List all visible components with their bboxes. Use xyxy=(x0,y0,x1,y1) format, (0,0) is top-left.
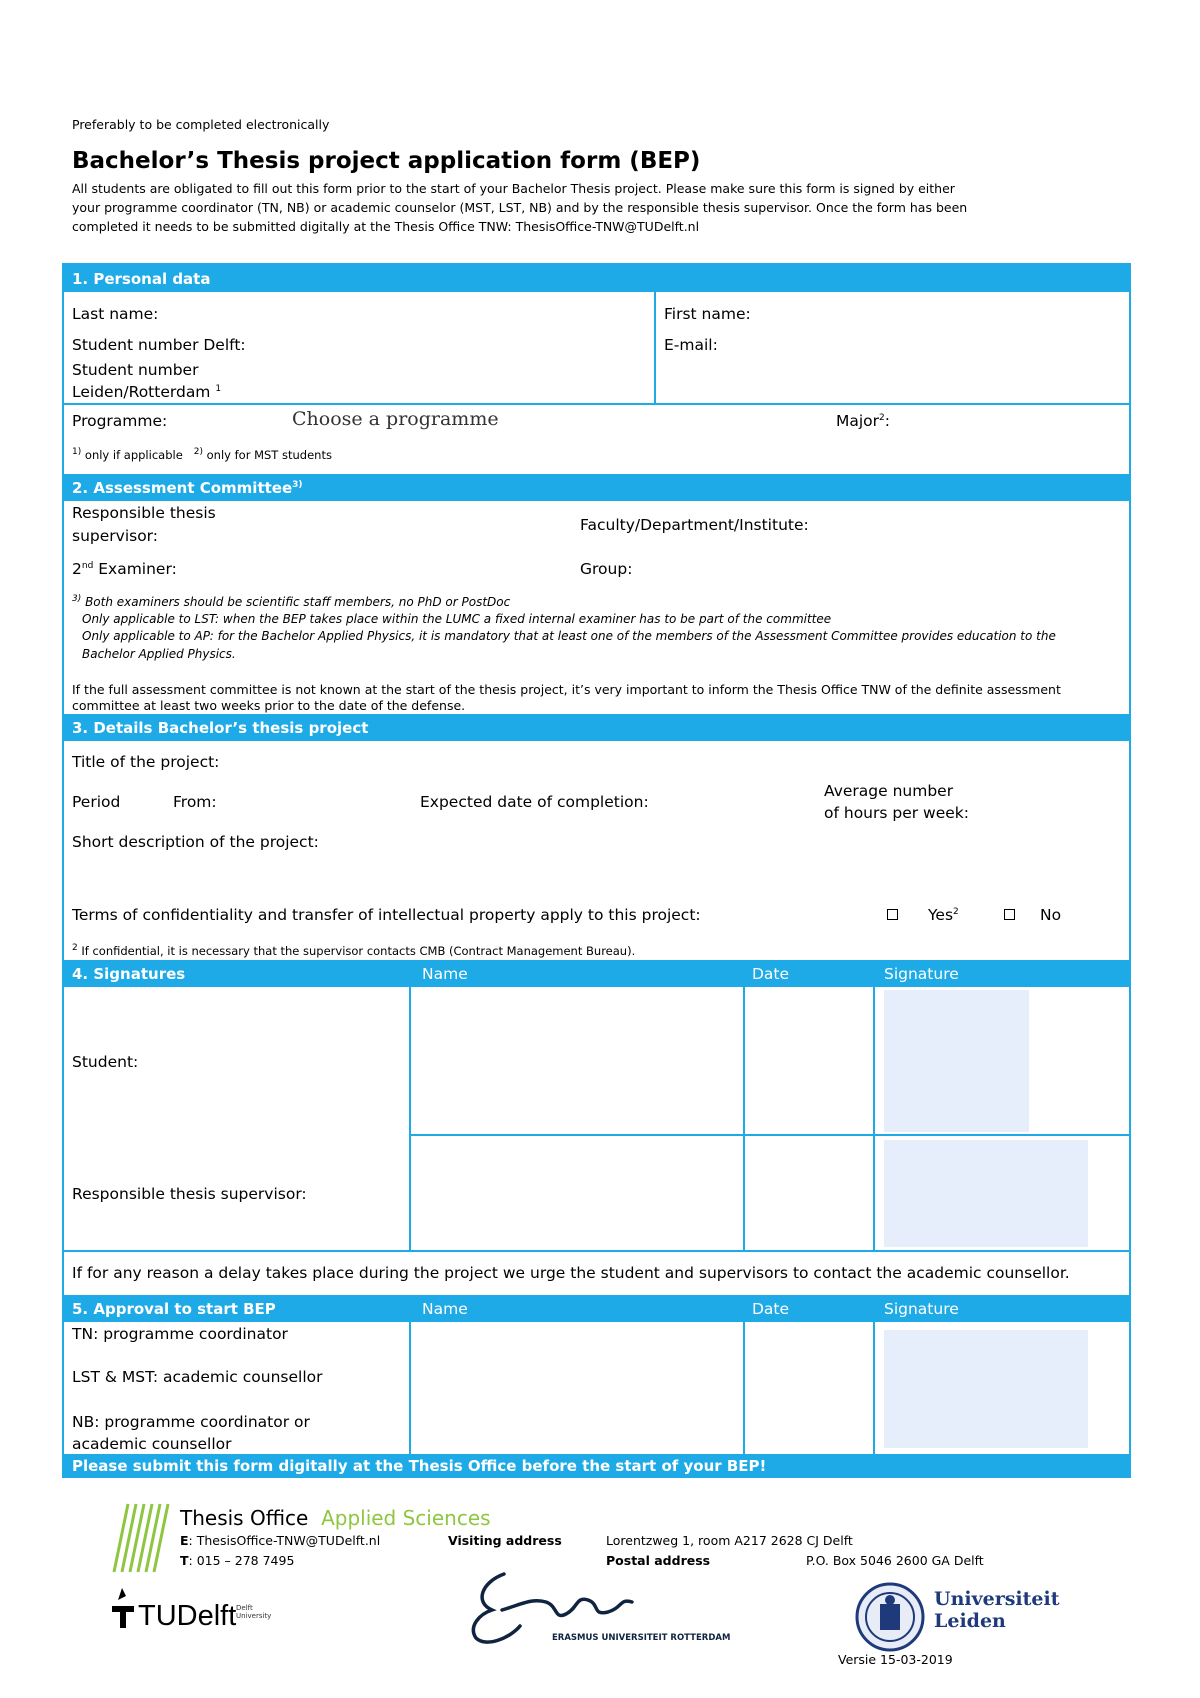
student-label: Student: xyxy=(72,1053,139,1071)
project-title-label: Title of the project: xyxy=(72,753,220,771)
programme-label: Programme: xyxy=(72,412,168,430)
last-name-label: Last name: xyxy=(72,305,159,323)
divider xyxy=(743,987,745,1252)
no-label: No xyxy=(1040,906,1062,924)
intro-line-1: All students are obligated to fill out this form prior to the start of your Bachelor Thesis project. Please make sure this form is signed by either xyxy=(72,181,955,196)
supervisor-sign-label: Responsible thesis supervisor: xyxy=(72,1185,307,1203)
divider xyxy=(62,403,1131,405)
approval-date-field[interactable] xyxy=(746,1330,870,1448)
section-1-footnote: $^{1)}$ only if applicable $^{2)}$ only for MST students xyxy=(72,447,332,462)
col-signature: Signature xyxy=(884,965,959,983)
visiting-address: Lorentzweg 1, room A217 2628 CJ Delft xyxy=(606,1533,853,1548)
hours-label-2: of hours per week: xyxy=(824,804,969,822)
postal-address: P.O. Box 5046 2600 GA Delft xyxy=(806,1553,984,1568)
thesis-office-logo xyxy=(110,1502,170,1574)
page-title: Bachelor’s Thesis project application form (BEP) xyxy=(72,148,701,174)
section-5-heading: 5. Approval to start BEP xyxy=(72,1300,276,1318)
group-label: Group: xyxy=(580,560,633,578)
visiting-label: Visiting address xyxy=(448,1533,562,1548)
supervisor-name-field[interactable] xyxy=(410,1140,740,1247)
tudelft-logo: TUDelft xyxy=(138,1600,237,1632)
approval-signature-box[interactable] xyxy=(884,1330,1088,1448)
committee-note-4: Bachelor Applied Physics. xyxy=(82,647,236,661)
section-3-heading: 3. Details Bachelor’s thesis project xyxy=(72,719,369,737)
email-label: E-mail: xyxy=(664,336,718,354)
tudelft-small-text: Delft University xyxy=(236,1604,272,1620)
leiden-logo: Universiteit Leiden xyxy=(934,1588,1060,1632)
student-name-field[interactable] xyxy=(410,1000,740,1128)
supervisor-label: Responsible thesis xyxy=(72,504,216,522)
office-phone: T: 015 – 278 7495 xyxy=(180,1553,295,1568)
hours-label: Average number xyxy=(824,782,954,800)
divider xyxy=(873,1322,875,1454)
section-1-heading: 1. Personal data xyxy=(72,270,211,288)
delay-note: If for any reason a delay takes place during the project we urge the student and supervisors to contact the academic counsellor. xyxy=(72,1264,1070,1282)
student-number-delft-label: Student number Delft: xyxy=(72,336,246,354)
section-4-bar xyxy=(62,960,1131,987)
approval-line-1: TN: programme coordinator xyxy=(72,1325,288,1343)
committee-note-3: Only applicable to AP: for the Bachelor Applied Physics, it is mandatory that at least one of the members of the Assessment Committee provides education to the xyxy=(82,629,1056,643)
section-1-bar xyxy=(62,265,1131,292)
confidentiality-label: Terms of confidentiality and transfer of intellectual property apply to this project: xyxy=(72,906,701,924)
first-name-label: First name: xyxy=(664,305,751,323)
period-label: Period xyxy=(72,793,121,811)
divider xyxy=(62,1250,1131,1252)
completion-note: Preferably to be completed electronically xyxy=(72,117,330,132)
committee-note-2: Only applicable to LST: when the BEP takes place within the LUMC a fixed internal examiner has to be part of the committee xyxy=(82,612,832,626)
submit-bar xyxy=(62,1454,1131,1478)
expected-date-label: Expected date of completion: xyxy=(420,793,649,811)
committee-info-1: If the full assessment committee is not known at the start of the thesis project, it’s very important to inform the Thesis Office TNW of the definite assessment xyxy=(72,682,1061,697)
divider xyxy=(743,1322,745,1454)
approval-line-2: LST & MST: academic counsellor xyxy=(72,1368,323,1386)
student-number-lr-label-2: Leiden/Rotterdam $^1$ xyxy=(72,383,222,401)
office-name: Thesis Office Applied Sciences xyxy=(180,1506,491,1530)
supervisor-signature-box[interactable] xyxy=(884,1140,1088,1247)
no-checkbox[interactable] xyxy=(1004,909,1015,920)
col-date: Date xyxy=(752,965,790,983)
supervisor-label-2: supervisor: xyxy=(72,527,159,545)
committee-note-1: $^{3)}$ Both examiners should be scientific staff members, no PhD or PostDoc xyxy=(72,594,511,609)
submit-note: Please submit this form digitally at the Thesis Office before the start of your BEP! xyxy=(72,1457,767,1475)
postal-label: Postal address xyxy=(606,1553,711,1568)
committee-info-2: committee at least two weeks prior to the date of the defense. xyxy=(72,698,466,713)
divider xyxy=(873,987,875,1252)
examiner-label: 2nd Examiner: xyxy=(72,560,177,578)
intro-line-2: your programme coordinator (TN, NB) or academic counselor (MST, LST, NB) and by the responsible thesis supervisor. Once the form has been xyxy=(72,200,968,215)
version-label: Versie 15-03-2019 xyxy=(838,1652,953,1667)
confidentiality-footnote: $^2$ If confidential, it is necessary that the supervisor contacts CMB (Contract Management Bureau). xyxy=(72,943,636,958)
major-label: Major$^2$: xyxy=(836,412,891,430)
col-date: Date xyxy=(752,1300,790,1318)
yes-checkbox[interactable] xyxy=(887,909,898,920)
erasmus-text: ERASMUS UNIVERSITEIT ROTTERDAM xyxy=(552,1633,731,1643)
approval-name-field[interactable] xyxy=(410,1330,740,1448)
divider xyxy=(654,292,656,405)
description-label: Short description of the project: xyxy=(72,833,319,851)
approval-line-4: academic counsellor xyxy=(72,1435,232,1453)
intro-line-3: completed it needs to be submitted digitally at the Thesis Office TNW: ThesisOffice-TNW@TUDelft.nl xyxy=(72,219,700,234)
student-signature-box[interactable] xyxy=(884,990,1029,1132)
section-2-heading: 2. Assessment Committee$^{3)}$ xyxy=(72,479,303,497)
office-email: E: ThesisOffice-TNW@TUDelft.nl xyxy=(180,1533,381,1548)
from-label: From: xyxy=(173,793,217,811)
leiden-seal-icon xyxy=(855,1582,925,1652)
col-name: Name xyxy=(422,1300,468,1318)
section-3-bar xyxy=(62,714,1131,741)
faculty-label: Faculty/Department/Institute: xyxy=(580,516,809,534)
divider xyxy=(409,1134,1131,1136)
programme-select[interactable]: Choose a programme xyxy=(292,408,499,430)
col-name: Name xyxy=(422,965,468,983)
yes-label: Yes$^2$ xyxy=(928,906,959,924)
approval-line-3: NB: programme coordinator or xyxy=(72,1413,310,1431)
section-5-bar xyxy=(62,1295,1131,1322)
tudelft-flame-icon xyxy=(108,1586,138,1630)
student-number-lr-label: Student number xyxy=(72,361,199,379)
col-signature: Signature xyxy=(884,1300,959,1318)
supervisor-date-field[interactable] xyxy=(746,1140,870,1247)
student-date-field[interactable] xyxy=(746,1000,870,1128)
section-4-heading: 4. Signatures xyxy=(72,965,186,983)
section-2-bar xyxy=(62,474,1131,501)
